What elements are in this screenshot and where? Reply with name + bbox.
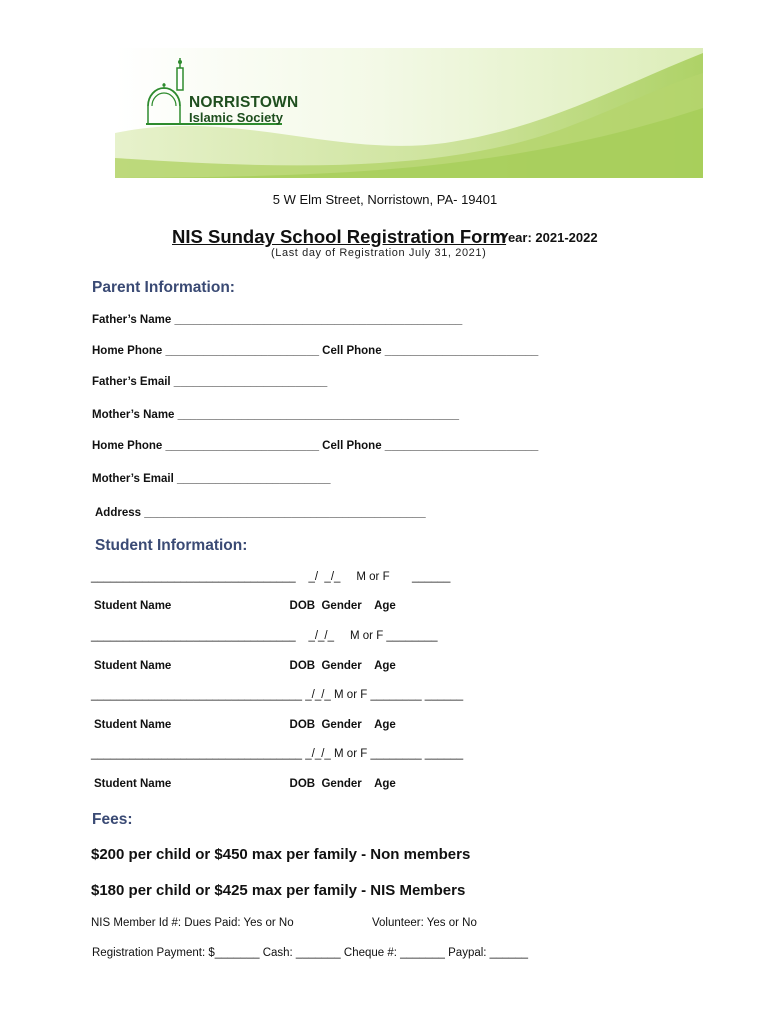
student-information-heading: Student Information: bbox=[95, 537, 248, 554]
volunteer-field[interactable]: Volunteer: Yes or No bbox=[372, 917, 477, 929]
fee-non-members: $200 per child or $450 max per family - Non members bbox=[91, 846, 471, 863]
fee-members: $180 per child or $425 max per family - NIS Members bbox=[91, 882, 466, 899]
address-field[interactable]: Address ____________________________________________ bbox=[95, 507, 426, 519]
registration-deadline: (Last day of Registration July 31, 2021) bbox=[271, 247, 487, 259]
mothers-email-field[interactable]: Mother’s Email ________________________ bbox=[92, 473, 331, 485]
mothers-name-field[interactable]: Mother’s Name ____________________________________________ bbox=[92, 409, 460, 421]
mother-phone-fields[interactable]: Home Phone ________________________ Cell Phone ________________________ bbox=[92, 440, 539, 452]
student-entry-line[interactable]: ________________________________ _/ _/_ M or F ______ bbox=[91, 571, 451, 583]
logo-title: NORRISTOWN bbox=[189, 94, 299, 111]
student-field-labels: Student Name DOB Gender Age bbox=[94, 719, 396, 731]
school-year: Year: 2021-2022 bbox=[500, 230, 598, 245]
fathers-email-field[interactable]: Father’s Email ________________________ bbox=[92, 376, 328, 388]
logo-subtitle: Islamic Society bbox=[189, 110, 283, 125]
student-field-labels: Student Name DOB Gender Age bbox=[94, 660, 396, 672]
father-phone-fields[interactable]: Home Phone ________________________ Cell Phone ________________________ bbox=[92, 345, 539, 357]
parent-information-heading: Parent Information: bbox=[92, 279, 235, 296]
logo bbox=[142, 58, 299, 130]
fathers-name-field[interactable]: Father’s Name _____________________________________________ bbox=[92, 314, 463, 326]
student-entry-line[interactable]: _________________________________ _/_/_ M or F ________ ______ bbox=[91, 748, 464, 760]
student-field-labels: Student Name DOB Gender Age bbox=[94, 778, 396, 790]
registration-payment-field[interactable]: Registration Payment: $_______ Cash: _______ Cheque #: _______ Paypal: ______ bbox=[92, 947, 529, 959]
student-field-labels: Student Name DOB Gender Age bbox=[94, 600, 396, 612]
school-address: 5 W Elm Street, Norristown, PA- 19401 bbox=[272, 192, 498, 207]
student-entry-line[interactable]: _________________________________ _/_/_ M or F ________ ______ bbox=[91, 689, 464, 701]
student-entry-line[interactable]: ________________________________ _/_/_ M or F ________ bbox=[91, 630, 438, 642]
fees-heading: Fees: bbox=[92, 811, 133, 828]
member-id-dues-field[interactable]: NIS Member Id #: Dues Paid: Yes or No bbox=[91, 917, 294, 929]
form-title: NIS Sunday School Registration Form bbox=[172, 226, 507, 247]
